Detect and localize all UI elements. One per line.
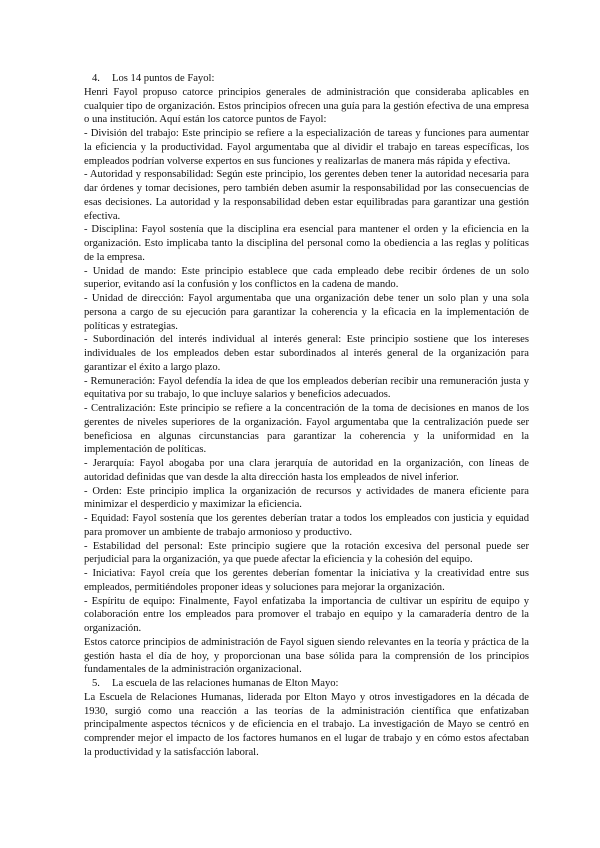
principle-unidad-de-direccion: - Unidad de dirección: Fayol argumentaba que una organización debe tener un solo plan y una sola persona a cargo de su ejecución para garantizar la coherencia y la eficacia en la implementación de políticas y estrategias.	[84, 293, 529, 332]
principle-unidad-de-mando: - Unidad de mando: Este principio establece que cada empleado debe recibir órdenes de un solo superior, evitando así la confusión y los conflictos en la cadena de mando.	[84, 265, 529, 291]
principle-disciplina: - Disciplina: Fayol sostenía que la disciplina era esencial para mantener el orden y la eficiencia en la organización. Esto implicaba tanto la disciplina del personal como la obediencia a las reglas y políticas de la empresa.	[84, 224, 529, 263]
principle-iniciativa: - Iniciativa: Fayol creía que los gerentes deberían fomentar la iniciativa y la creatividad entre sus empleados, permitiéndoles proponer ideas y soluciones para mejorar la organización.	[84, 568, 529, 593]
principle-estabilidad: - Estabilidad del personal: Este principio sugiere que la rotación excesiva del personal puede ser perjudicial para la organización, ya que puede afectar la eficiencia y la cohesión del equipo.	[84, 540, 529, 566]
principle-equidad: - Equidad: Fayol sostenía que los gerentes deberían tratar a todos los empleados con justicia y equidad para promover un ambiente de trabajo armonioso y productivo.	[84, 513, 529, 538]
document-page	[84, 72, 529, 760]
section-4-closing: Estos catorce principios de administración de Fayol siguen siendo relevantes en la teoría y práctica de la gestión hasta el día de hoy, y proporcionan una base sólida para la comprensión de los principios fundamentales de la administración organizacional.	[84, 636, 529, 676]
section-4-heading	[84, 72, 529, 86]
section-5-body: La Escuela de Relaciones Humanas, liderada por Elton Mayo y otros investigadores en la década de 1930, surgió como una reacción a las teorías de la administración científica que enfatizaban principalmente aspectos técnicos y de eficiencia en el trabajo. La investigación de Mayo se centró en comprender mejor el impacto de los factores humanos en el lugar de trabajo y en cómo estos afectaban la productividad y la satisfacción laboral.	[84, 691, 529, 758]
section-4-number: 4.	[92, 73, 100, 84]
principle-centralizacion: - Centralización: Este principio se refiere a la concentración de la toma de decisiones en manos de los gerentes de niveles superiores de la organización. Fayol argumentaba que la centralización puede ser beneficiosa en algunas circunstancias para garantizar la coherencia y la uniformidad en la implementación de políticas.	[84, 403, 529, 456]
section-5-number: 5.	[92, 678, 100, 689]
principle-espiritu-de-equipo: - Espíritu de equipo: Finalmente, Fayol enfatizaba la importancia de cultivar un espíritu de equipo y colaboración entre los empleados para promover el trabajo en equipo y la camaradería dentro de la organización.	[84, 595, 529, 634]
section-5-heading	[84, 677, 529, 691]
section-5-title: La escuela de las relaciones humanas de Elton Mayo:	[112, 678, 339, 689]
principle-autoridad: - Autoridad y responsabilidad: Según este principio, los gerentes deben tener la autoridad necesaria para dar órdenes y tomar decisiones, pero también deben asumir la responsabilidad por las consecuencias de esas decisiones. La autoridad y la responsabilidad deben estar equilibradas para garantizar una gestión efectiva.	[84, 169, 529, 222]
principle-jerarquia: - Jerarquía: Fayol abogaba por una clara jerarquía de autoridad en la organización, con líneas de autoridad definidas que van desde la alta dirección hasta los empleados de nivel inferior.	[84, 458, 529, 483]
section-4-intro: Henri Fayol propuso catorce principios generales de administración que consideraba aplicables en cualquier tipo de organización. Estos principios ofrecen una guía para la gestión efectiva de una empresa o una institución. Aquí están los catorce puntos de Fayol:	[84, 86, 529, 126]
principle-orden: - Orden: Este principio implica la organización de recursos y actividades de manera eficiente para minimizar el desperdicio y maximizar la eficiencia.	[84, 485, 529, 511]
section-4-title: Los 14 puntos de Fayol:	[112, 73, 215, 84]
principle-remuneracion: - Remuneración: Fayol defendía la idea de que los empleados deberían recibir una remuneración justa y equitativa por su trabajo, lo que incluye salarios y beneficios adecuados.	[84, 375, 529, 401]
principle-subordinacion: - Subordinación del interés individual al interés general: Este principio sostiene que los intereses individuales de los empleados deben estar subordinados al interés general de la organización para garantizar el éxito a largo plazo.	[84, 334, 529, 373]
principle-division-del-trabajo: - División del trabajo: Este principio se refiere a la especialización de tareas y funciones para aumentar la eficiencia y la productividad. Fayol argumentaba que al dividir el trabajo en tareas específicas, los empleados podrían volverse expertos en sus funciones y realizarlas de manera más rápida y efectiva.	[84, 128, 529, 167]
